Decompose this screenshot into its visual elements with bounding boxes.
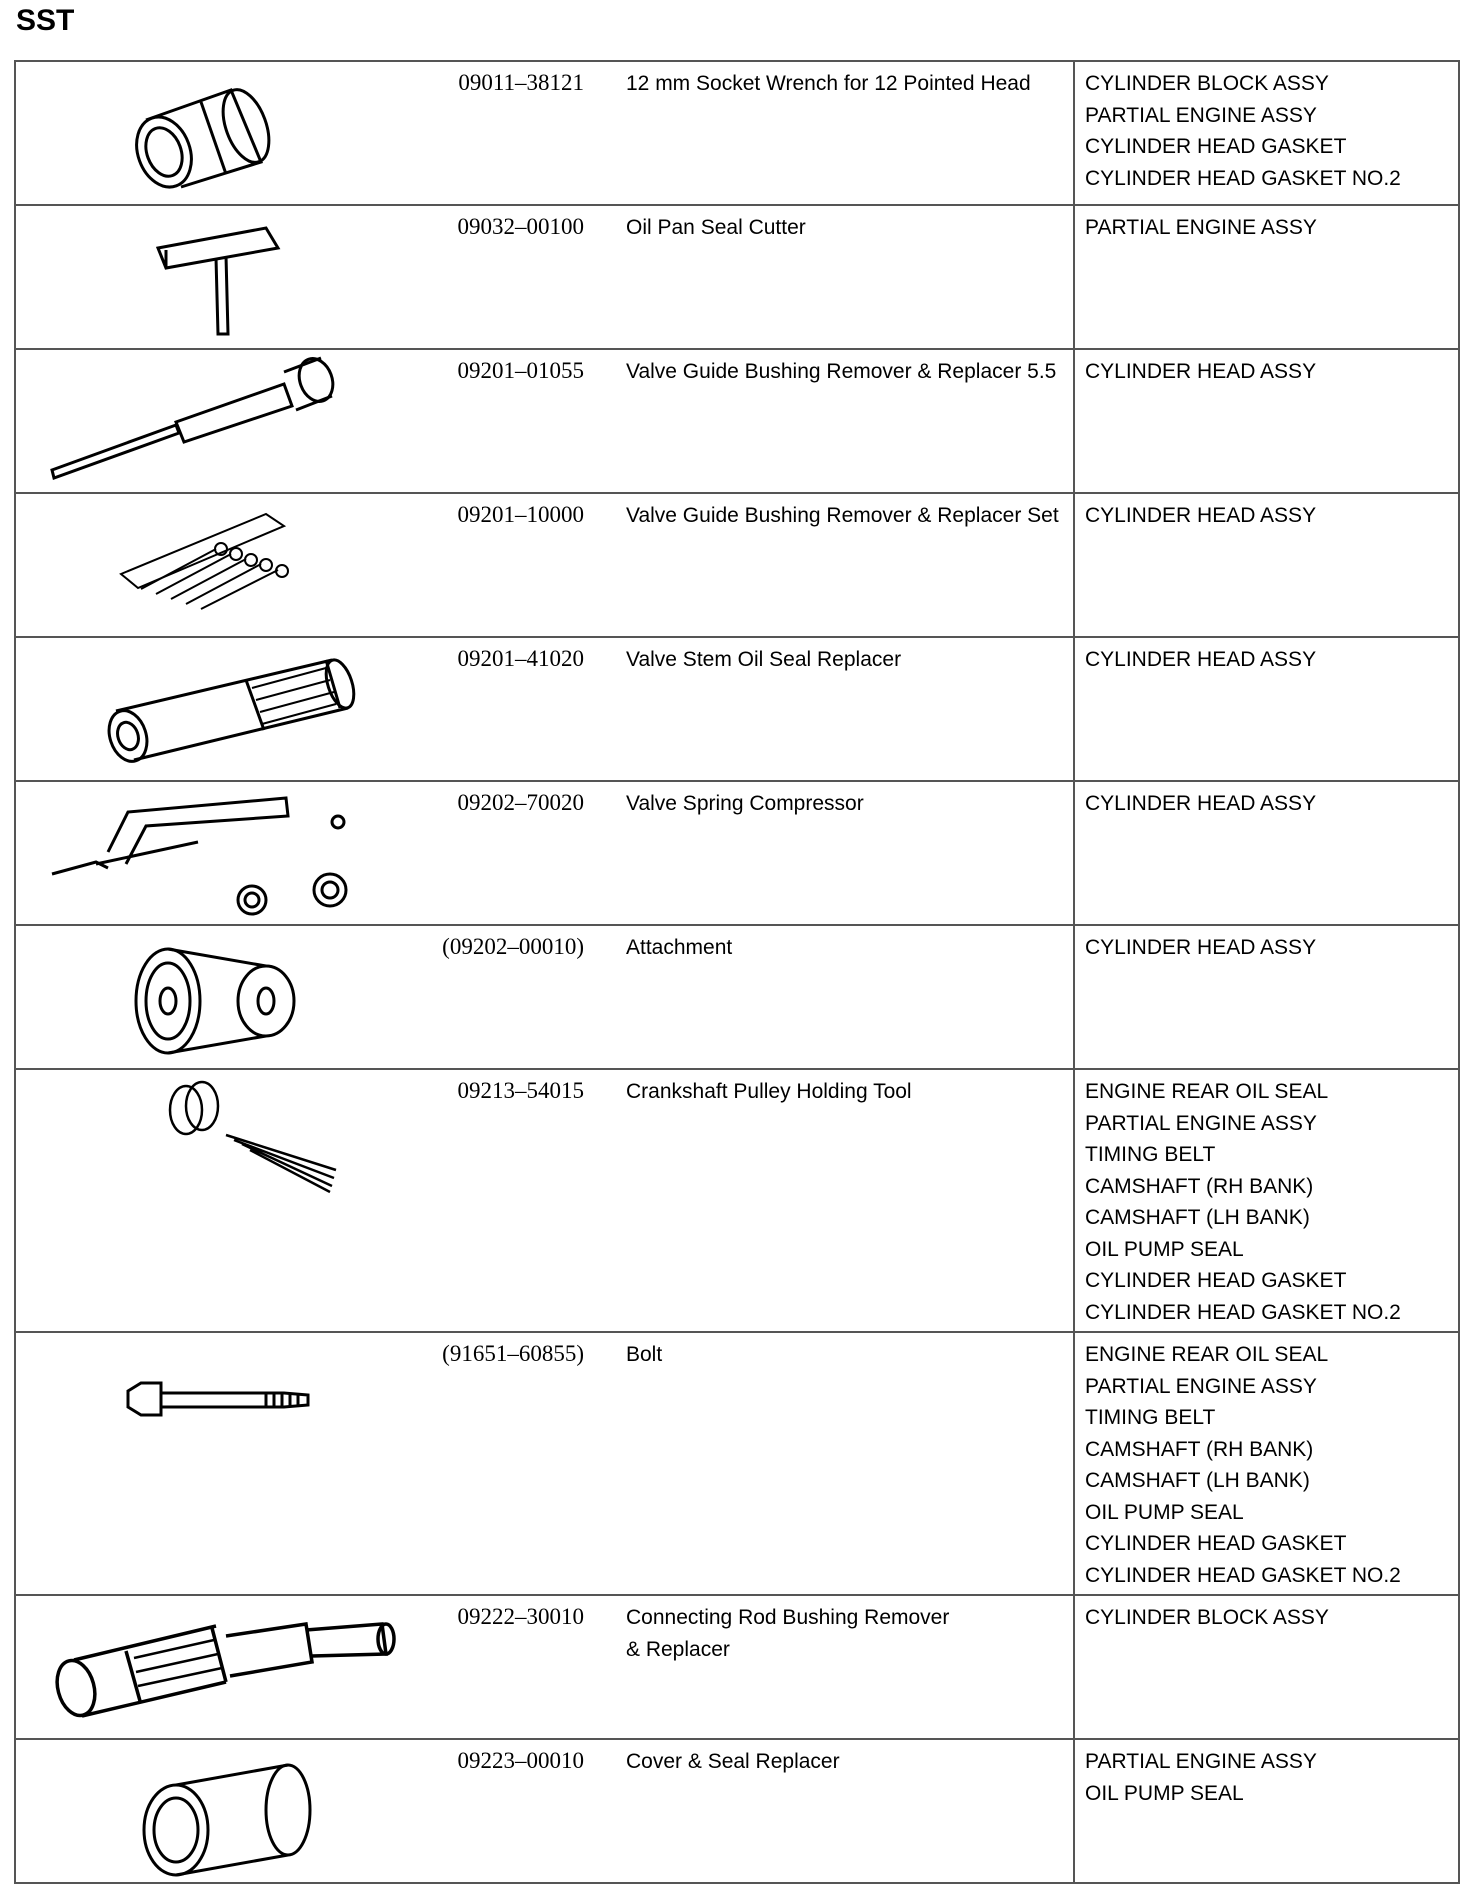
used-for-item: CYLINDER HEAD GASKET NO.2 (1085, 1563, 1401, 1587)
tool-illustration (15, 781, 420, 925)
part-number: 09201–01055 (457, 358, 584, 383)
part-number: 09201–10000 (457, 502, 584, 527)
used-for-item: PARTIAL ENGINE ASSY (1085, 1374, 1317, 1398)
spring-compressor-icon (16, 782, 416, 922)
used-for-cell (1074, 1069, 1459, 1332)
tool-name: Valve Guide Bushing Remover & Replacer Set (626, 504, 1059, 527)
part-number-cell (420, 925, 604, 1069)
used-for-item: OIL PUMP SEAL (1085, 1781, 1244, 1805)
attachment-icon (16, 926, 416, 1066)
seal-cutter-icon (16, 206, 416, 346)
tool-name: Attachment (626, 936, 733, 959)
used-for-item: CYLINDER HEAD ASSY (1085, 360, 1317, 383)
used-for-cell (1074, 925, 1459, 1069)
part-number: 09011–38121 (458, 70, 584, 95)
tool-name: Connecting Rod Bushing Remover & Replacer (626, 1606, 950, 1661)
bushing-remover-set-icon (16, 494, 416, 634)
used-for-item: CAMSHAFT (RH BANK) (1085, 1174, 1314, 1198)
used-for-item: PARTIAL ENGINE ASSY (1085, 1111, 1317, 1135)
tool-illustration (15, 1595, 420, 1739)
tool-illustration (15, 61, 420, 205)
part-number-cell (420, 1739, 604, 1883)
table-row (15, 637, 1459, 781)
tool-name-cell (604, 781, 1074, 925)
tool-name-cell (604, 349, 1074, 493)
tool-name: Crankshaft Pulley Holding Tool (626, 1080, 912, 1103)
tool-illustration (15, 1332, 420, 1595)
table-row (15, 349, 1459, 493)
used-for-item: CYLINDER HEAD ASSY (1085, 792, 1317, 815)
used-for-cell (1074, 493, 1459, 637)
tool-name-cell (604, 637, 1074, 781)
tool-name-cell (604, 205, 1074, 349)
used-for-item: PARTIAL ENGINE ASSY (1085, 1750, 1317, 1773)
tool-name: Oil Pan Seal Cutter (626, 216, 806, 239)
used-for-item: CYLINDER HEAD GASKET (1085, 135, 1347, 158)
part-number: (91651–60855) (442, 1341, 584, 1366)
used-for-item: CYLINDER HEAD GASKET (1085, 1532, 1347, 1555)
used-for-item: CYLINDER BLOCK ASSY (1085, 1606, 1329, 1629)
cover-seal-replacer-icon (16, 1740, 416, 1880)
part-number: 09223–00010 (457, 1748, 584, 1773)
bolt-icon (16, 1333, 416, 1473)
table-row (15, 493, 1459, 637)
sst-table (14, 60, 1460, 1884)
used-for-item: OIL PUMP SEAL (1085, 1237, 1244, 1261)
used-for-cell (1074, 781, 1459, 925)
tool-illustration (15, 205, 420, 349)
table-row (15, 1069, 1459, 1332)
tool-name-cell (604, 1595, 1074, 1739)
table-row (15, 925, 1459, 1069)
used-for-item: CYLINDER HEAD ASSY (1085, 936, 1317, 959)
tool-name: Cover & Seal Replacer (626, 1750, 840, 1773)
used-for-item: CAMSHAFT (LH BANK) (1085, 1469, 1310, 1492)
used-for-item: ENGINE REAR OIL SEAL (1085, 1080, 1329, 1103)
table-row (15, 781, 1459, 925)
used-for-item: CYLINDER HEAD GASKET NO.2 (1085, 1300, 1401, 1324)
tool-name: 12 mm Socket Wrench for 12 Pointed Head (626, 72, 1031, 95)
table-row (15, 1739, 1459, 1883)
used-for-cell (1074, 1332, 1459, 1595)
tool-name: Valve Guide Bushing Remover & Replacer 5.5 (626, 360, 1057, 383)
part-number-cell (420, 781, 604, 925)
used-for-cell (1074, 1595, 1459, 1739)
used-for-item: CAMSHAFT (RH BANK) (1085, 1437, 1314, 1461)
tool-name-cell (604, 1739, 1074, 1883)
part-number: 09201–41020 (457, 646, 584, 671)
tool-name: Valve Spring Compressor (626, 792, 864, 815)
tool-illustration (15, 637, 420, 781)
tool-name-cell (604, 1332, 1074, 1595)
bushing-remover-icon (16, 350, 416, 490)
tool-name: Valve Stem Oil Seal Replacer (626, 648, 902, 671)
tool-name: Bolt (626, 1343, 663, 1366)
tool-name-cell (604, 925, 1074, 1069)
part-number: 09032–00100 (457, 214, 584, 239)
part-number-cell (420, 1595, 604, 1739)
table-row (15, 205, 1459, 349)
page-title: SST (16, 4, 75, 37)
tool-illustration (15, 1069, 420, 1332)
used-for-item: CYLINDER BLOCK ASSY (1085, 72, 1329, 95)
used-for-item: CYLINDER HEAD ASSY (1085, 504, 1317, 527)
tool-name-cell (604, 61, 1074, 205)
part-number: 09202–70020 (457, 790, 584, 815)
part-number-cell (420, 61, 604, 205)
used-for-item: CYLINDER HEAD GASKET (1085, 1269, 1347, 1292)
table-row (15, 1595, 1459, 1739)
tool-illustration (15, 1739, 420, 1883)
part-number-cell (420, 637, 604, 781)
part-number: 09222–30010 (457, 1604, 584, 1629)
part-number-cell (420, 1332, 604, 1595)
table-row (15, 61, 1459, 205)
used-for-item: OIL PUMP SEAL (1085, 1500, 1244, 1524)
used-for-item: CYLINDER HEAD ASSY (1085, 648, 1317, 671)
used-for-item: CAMSHAFT (LH BANK) (1085, 1206, 1310, 1229)
used-for-item: CYLINDER HEAD GASKET NO.2 (1085, 166, 1401, 190)
used-for-item: PARTIAL ENGINE ASSY (1085, 103, 1317, 127)
used-for-cell (1074, 637, 1459, 781)
oil-seal-replacer-icon (16, 638, 416, 778)
rod-bushing-remover-icon (16, 1596, 416, 1736)
tool-illustration (15, 349, 420, 493)
part-number: 09213–54015 (457, 1078, 584, 1103)
tool-name-cell (604, 493, 1074, 637)
used-for-cell (1074, 205, 1459, 349)
used-for-cell (1074, 1739, 1459, 1883)
table-row (15, 1332, 1459, 1595)
tool-illustration (15, 493, 420, 637)
part-number-cell (420, 493, 604, 637)
used-for-cell (1074, 61, 1459, 205)
used-for-item: TIMING BELT (1085, 1406, 1216, 1429)
socket-wrench-icon (16, 62, 416, 202)
part-number-cell (420, 1069, 604, 1332)
part-number: (09202–00010) (442, 934, 584, 959)
tool-illustration (15, 925, 420, 1069)
pulley-holding-tool-icon (16, 1070, 416, 1210)
used-for-item: ENGINE REAR OIL SEAL (1085, 1343, 1329, 1366)
used-for-item: TIMING BELT (1085, 1143, 1216, 1166)
part-number-cell (420, 205, 604, 349)
used-for-item: PARTIAL ENGINE ASSY (1085, 216, 1317, 239)
tool-name-cell (604, 1069, 1074, 1332)
used-for-cell (1074, 349, 1459, 493)
part-number-cell (420, 349, 604, 493)
